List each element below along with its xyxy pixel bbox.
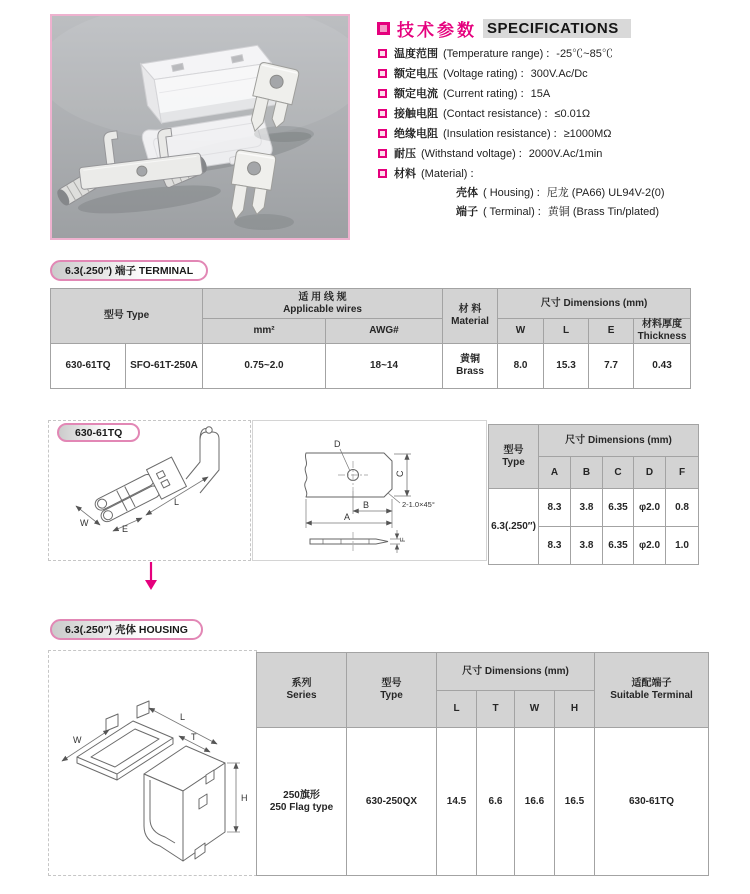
- th-applicable-wires-zh: 适 用 线 规: [298, 291, 347, 303]
- th-material-en: Material: [451, 316, 489, 327]
- th-w: W: [515, 691, 555, 728]
- dim-label-f: F: [398, 537, 407, 542]
- cell-a: 8.3: [539, 527, 571, 565]
- square-bullet-icon: [378, 89, 387, 98]
- spec-label-en: ( Terminal): [483, 206, 535, 218]
- square-bullet-icon: [378, 109, 387, 118]
- th-series-en: Series: [286, 690, 317, 701]
- tab-drawing-box: [252, 420, 487, 561]
- cell-t: 6.6: [477, 728, 515, 876]
- dims-table-row: [489, 489, 699, 527]
- th-l: L: [544, 319, 589, 344]
- th-type: 型号 Type: [51, 289, 203, 344]
- cell-b: 3.8: [571, 527, 603, 565]
- specs-title-en: SPECIFICATIONS: [483, 19, 631, 38]
- th-type-zh: 型号: [381, 678, 402, 689]
- dim-label-t: T: [191, 732, 197, 742]
- spec-label-en: (Contact resistance): [443, 108, 542, 120]
- th-thickness-zh: 材料厚度: [642, 319, 683, 330]
- housing-drawing-box: [48, 650, 257, 876]
- th-applicable-wires-en: Applicable wires: [283, 303, 362, 315]
- spec-label-en: ( Housing): [483, 187, 534, 199]
- th-suitable-terminal: [595, 653, 709, 728]
- product-photo: [50, 14, 350, 240]
- th-type-zh: 型号: [503, 444, 524, 456]
- th-dimensions: 尺寸 Dimensions (mm): [437, 653, 595, 691]
- specs-title: [377, 16, 745, 41]
- terminal-table-row: [51, 344, 691, 389]
- cell-material-en: Brass: [456, 366, 484, 377]
- cell-w: 8.0: [498, 344, 544, 389]
- spec-item-insulation-resistance: [377, 128, 745, 141]
- th-e: E: [589, 319, 634, 344]
- product-photo-image: [52, 16, 348, 238]
- terminal-dimensions-table: [488, 424, 699, 565]
- dim-label-e: E: [122, 524, 129, 534]
- spec-item-current: [377, 88, 745, 101]
- spec-label-zh: 端子: [456, 206, 478, 218]
- cell-c: 6.35: [603, 527, 634, 565]
- cell-d: φ2.0: [634, 489, 666, 527]
- terminal-model-label: 630-61TQ: [57, 423, 140, 442]
- th-w: W: [498, 319, 544, 344]
- cell-b: 3.8: [571, 489, 603, 527]
- th-t: T: [477, 691, 515, 728]
- spec-value: ：300V.Ac/Dc: [519, 68, 588, 80]
- housing-isometric-drawing: [49, 651, 256, 875]
- dim-label-l: L: [180, 712, 186, 722]
- spec-item-voltage: [377, 68, 745, 81]
- spec-value: ：黄铜 (Brass Tin/plated): [536, 206, 660, 218]
- housing-section-label: 6.3(.250″) 壳体 HOUSING: [50, 619, 203, 640]
- th-mm2: mm²: [203, 319, 326, 344]
- spec-label-en: (Material): [421, 168, 468, 180]
- th-type: [347, 653, 437, 728]
- th-series: [257, 653, 347, 728]
- dim-label-h: H: [241, 793, 248, 803]
- th-type: [489, 425, 539, 489]
- th-type-en: Type: [380, 690, 403, 701]
- cell-series: [257, 728, 347, 876]
- cell-awg: 18~14: [326, 344, 443, 389]
- spec-label-zh: 材料: [394, 168, 416, 180]
- th-f: F: [666, 457, 699, 489]
- cell-h: 16.5: [555, 728, 595, 876]
- spec-label-zh: 额定电压: [394, 68, 438, 80]
- spec-value: ：-25℃~85℃: [545, 48, 613, 60]
- spec-label-zh: 绝缘电阻: [394, 128, 438, 140]
- th-b: B: [571, 457, 603, 489]
- spec-label-zh: 壳体: [456, 187, 478, 199]
- square-bullet-icon: [378, 169, 387, 178]
- th-h: H: [555, 691, 595, 728]
- spec-item-temperature: [377, 48, 745, 61]
- th-material-zh: 材 料: [458, 304, 482, 315]
- th-thickness: [634, 319, 691, 344]
- cell-material: [443, 344, 498, 389]
- cell-l: 15.3: [544, 344, 589, 389]
- dim-label-d: D: [334, 439, 341, 449]
- section-square-bullet-icon: [377, 22, 390, 35]
- cell-d: φ2.0: [634, 527, 666, 565]
- spec-label-zh: 额定电流: [394, 88, 438, 100]
- spec-value: ：≤0.01Ω: [543, 108, 591, 120]
- photo-shadow: [234, 214, 294, 230]
- square-bullet-icon: [378, 129, 387, 138]
- th-dimensions: 尺寸 Dimensions (mm): [539, 425, 699, 457]
- spec-label-en: (Withstand voltage): [421, 148, 516, 160]
- cell-series-zh: 250旗形: [283, 789, 320, 801]
- cell-series-en: 250 Flag type: [269, 801, 334, 813]
- th-material: [443, 289, 498, 344]
- spec-item-material: [377, 168, 745, 181]
- dim-label-l: L: [174, 497, 180, 507]
- specs-panel: [377, 16, 745, 219]
- cell-suitable: 630-61TQ: [595, 728, 709, 876]
- th-dimensions: 尺寸 Dimensions (mm): [498, 289, 691, 319]
- dim-label-w: W: [73, 735, 82, 745]
- cell-w: 16.6: [515, 728, 555, 876]
- dim-label-b: B: [363, 500, 370, 510]
- cell-f: 0.8: [666, 489, 699, 527]
- square-bullet-icon: [378, 149, 387, 158]
- spec-value: ：2000V.Ac/1min: [517, 148, 603, 160]
- th-a: A: [539, 457, 571, 489]
- spec-label-en: (Temperature range): [443, 48, 544, 60]
- spec-item-contact-resistance: [377, 108, 745, 121]
- th-series-zh: 系列: [291, 678, 312, 689]
- spec-value: ：≥1000MΩ: [552, 128, 612, 140]
- th-thickness-en: Thickness: [637, 331, 687, 342]
- th-c: C: [603, 457, 634, 489]
- spec-subitem-terminal-material: [456, 206, 745, 219]
- cell-material-zh: 黄铜: [460, 354, 481, 365]
- terminal-section-label: 6.3(.250″) 端子 TERMINAL: [50, 260, 208, 281]
- photo-shadow: [254, 126, 314, 142]
- spec-label-zh: 耐压: [394, 148, 416, 160]
- down-arrow-icon: [140, 561, 162, 591]
- cell-thickness: 0.43: [634, 344, 691, 389]
- tab-dimension-drawing: [253, 421, 486, 560]
- th-suitable-en: Suitable Terminal: [610, 690, 693, 701]
- cell-l: 14.5: [437, 728, 477, 876]
- specs-title-zh: 技术参数: [397, 21, 477, 40]
- th-type-en: Type: [502, 456, 525, 468]
- spec-subitem-housing-material: [456, 187, 745, 200]
- spec-value: ：尼龙 (PA66) UL94V-2(0): [535, 187, 665, 199]
- cell-mm2: 0.75~2.0: [203, 344, 326, 389]
- th-l: L: [437, 691, 477, 728]
- dim-label-c: C: [395, 470, 405, 477]
- terminal-table: [50, 288, 691, 389]
- cell-type: 630-250QX: [347, 728, 437, 876]
- dim-label-w: W: [80, 518, 89, 528]
- spec-value: ：15A: [519, 88, 551, 100]
- square-bullet-icon: [378, 69, 387, 78]
- th-suitable-zh: 适配端子: [631, 678, 672, 689]
- cell-a: 8.3: [539, 489, 571, 527]
- spec-label-zh: 温度范围: [394, 48, 438, 60]
- cell-f: 1.0: [666, 527, 699, 565]
- cell-e: 7.7: [589, 344, 634, 389]
- spec-value: ：: [469, 168, 481, 180]
- cell-type-b: SFO-61T-250A: [126, 344, 203, 389]
- dim-label-a: A: [344, 512, 351, 522]
- th-d: D: [634, 457, 666, 489]
- housing-table-row: [257, 728, 709, 876]
- spec-label-en: (Current rating): [443, 88, 518, 100]
- spec-item-withstand-voltage: [377, 148, 745, 161]
- spec-label-en: (Insulation resistance): [443, 128, 551, 140]
- square-bullet-icon: [378, 49, 387, 58]
- cell-c: 6.35: [603, 489, 634, 527]
- housing-table: [256, 652, 709, 876]
- cell-type: 6.3(.250″): [489, 489, 539, 565]
- cell-type-a: 630-61TQ: [51, 344, 126, 389]
- th-awg: AWG#: [326, 319, 443, 344]
- spec-label-zh: 接触电阻: [394, 108, 438, 120]
- th-applicable-wires: [203, 289, 443, 319]
- spec-label-en: (Voltage rating): [443, 68, 518, 80]
- chamfer-note: 2-1.0×45°: [402, 500, 435, 509]
